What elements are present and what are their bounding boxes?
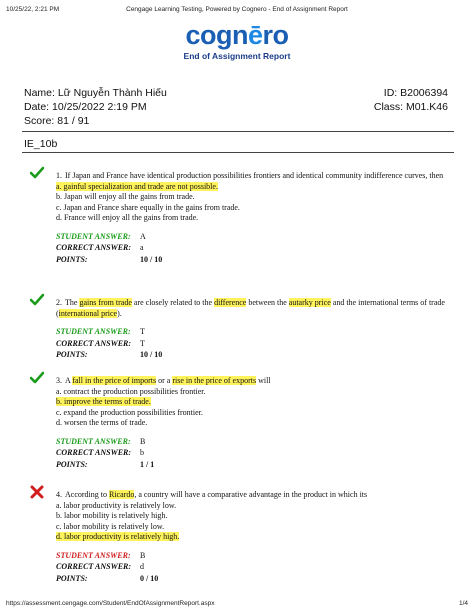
divider	[22, 131, 454, 132]
score: Score: 81 / 91	[24, 115, 90, 127]
page-indicator: 1/4	[458, 600, 468, 607]
points: 0 / 10	[140, 573, 159, 583]
question-stem: 3. A fall in the price of imports or a rise in the price of exports will	[56, 376, 271, 385]
class-info	[374, 86, 448, 114]
student-info	[24, 86, 167, 128]
checkmark-icon	[30, 293, 44, 307]
option-d: d. worsen the terms of trade.	[56, 418, 148, 427]
section-title: IE_10b	[24, 138, 58, 150]
question-4	[36, 490, 452, 584]
student-answer: B	[140, 550, 146, 560]
points: 10 / 10	[140, 254, 163, 264]
checkmark-icon	[30, 166, 44, 180]
print-footer	[6, 600, 468, 607]
answer-block: STUDENT ANSWER: B CORRECT ANSWER: d POINTS: 0 / 10	[56, 550, 159, 583]
option-a: a. gainful specialization and trade are not possible.	[56, 181, 218, 191]
option-d: d. labor productivity is relatively high.	[56, 532, 180, 541]
option-c: c. labor mobility is relatively low.	[56, 521, 165, 531]
option-b: b. labor mobility is relatively high.	[56, 511, 168, 520]
correct-answer: T	[140, 338, 145, 348]
student-name: Name: Lữ Nguyễn Thành Hiếu	[24, 87, 167, 99]
question-stem: 4. According to Ricardo, a country will have a comparative advantage in the product in which its	[56, 490, 368, 499]
points: 1 / 1	[140, 459, 155, 469]
cognero-logo: cognēro	[185, 20, 289, 50]
option-c: c. expand the production possibilities frontier.	[56, 407, 203, 417]
question-3	[36, 376, 452, 470]
answer-block: STUDENT ANSWER: B CORRECT ANSWER: b POINTS: 1 / 1	[56, 436, 155, 469]
student-id: ID: B2006394	[383, 87, 448, 99]
correct-answer: d	[140, 562, 144, 571]
option-a: a. labor productivity is relatively low.	[56, 500, 177, 510]
option-d: d. France will enjoy all the gains from trade.	[56, 213, 199, 222]
correct-answer: b	[140, 448, 144, 457]
student-answer: T	[140, 327, 145, 336]
question-stem: 2. The gains from trade are closely related to the difference between the autarky price and the international terms of trade (international price).	[56, 298, 445, 318]
report-date: Date: 10/25/2022 2:19 PM	[24, 101, 147, 113]
report-title: End of Assignment Report	[183, 51, 291, 61]
option-c: c. Japan and France share equally in the gains from trade.	[56, 202, 240, 212]
student-answer: A	[140, 231, 146, 241]
answer-block: STUDENT ANSWER: A CORRECT ANSWER: a POINTS: 10 / 10	[56, 231, 163, 264]
question-2	[36, 298, 452, 361]
class-name: Class: M01.K46	[373, 101, 448, 113]
question-1	[36, 171, 452, 265]
option-b: b. improve the terms of trade.	[56, 397, 151, 406]
points: 10 / 10	[140, 350, 163, 359]
question-stem: 1. If Japan and France have identical production possibilities frontiers and identical community indifference curves, then	[56, 171, 444, 180]
print-page-title: Cengage Learning Testing, Powered by Cognero - End of Assignment Report	[126, 6, 348, 13]
correct-answer: a	[140, 243, 144, 252]
option-b: b. Japan will enjoy all the gains from trade.	[56, 192, 195, 201]
divider	[22, 152, 454, 153]
checkmark-icon	[30, 371, 44, 385]
answer-block: STUDENT ANSWER: T CORRECT ANSWER: T POINTS: 10 / 10	[56, 327, 163, 359]
student-answer: B	[140, 436, 146, 446]
option-a: a. contract the production possibilities frontier.	[56, 386, 206, 396]
cross-icon	[30, 485, 44, 499]
print-timestamp: 10/25/22, 2:21 PM	[6, 6, 60, 13]
print-url: https://assessment.cengage.com/Student/EndOfAssignmentReport.aspx	[6, 600, 215, 607]
